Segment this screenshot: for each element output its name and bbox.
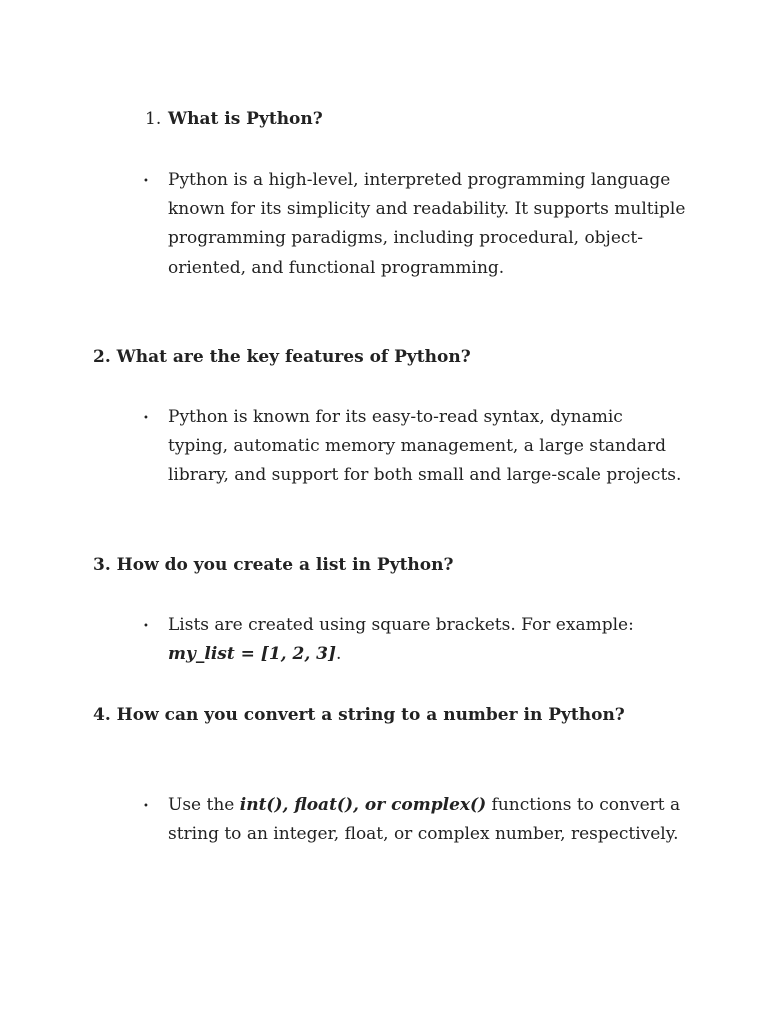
answer-1: Python is a high-level, interpreted programming language known for its simplicity and readability. It supports multiple programming paradigms, including procedural, object-oriented, and functional programming. bbox=[168, 170, 686, 278]
answer-2: Python is known for its easy-to-read syntax, dynamic typing, automatic memory management, a large standard library, and support for both small and large-scale projects. bbox=[168, 407, 682, 486]
bullet-icon: • bbox=[143, 176, 149, 187]
question-4-title: How can you convert a string to a number in Python? bbox=[116, 705, 625, 725]
question-3-title: How do you create a list in Python? bbox=[116, 555, 454, 575]
answer-3-suffix: . bbox=[336, 644, 342, 665]
question-1-number: 1. bbox=[145, 109, 162, 129]
answer-3 bbox=[168, 611, 688, 669]
question-2-number: 2. bbox=[93, 347, 111, 367]
answer-4-suffix: functions to convert a string to an integer, float, or complex number, respectively. bbox=[168, 795, 681, 845]
question-1-title: What is Python? bbox=[168, 109, 323, 129]
question-2-heading bbox=[93, 343, 471, 372]
bullet-icon: • bbox=[143, 413, 149, 424]
question-4-heading bbox=[93, 701, 653, 730]
bullet-icon: • bbox=[143, 801, 149, 812]
answer-4-code: int(), float(), or complex() bbox=[239, 795, 487, 815]
bullet-icon: • bbox=[143, 621, 149, 632]
answer-3-prefix: Lists are created using square brackets. For example: bbox=[168, 615, 634, 635]
question-3-heading bbox=[93, 551, 453, 580]
question-4-number: 4. bbox=[93, 705, 111, 725]
question-3-number: 3. bbox=[93, 555, 111, 575]
answer-4-prefix: Use the bbox=[168, 795, 240, 815]
answer-3-code: my_list = [1, 2, 3] bbox=[168, 644, 337, 665]
question-1-heading bbox=[145, 105, 323, 134]
question-2-title: What are the key features of Python? bbox=[116, 347, 471, 367]
answer-4 bbox=[168, 791, 688, 849]
